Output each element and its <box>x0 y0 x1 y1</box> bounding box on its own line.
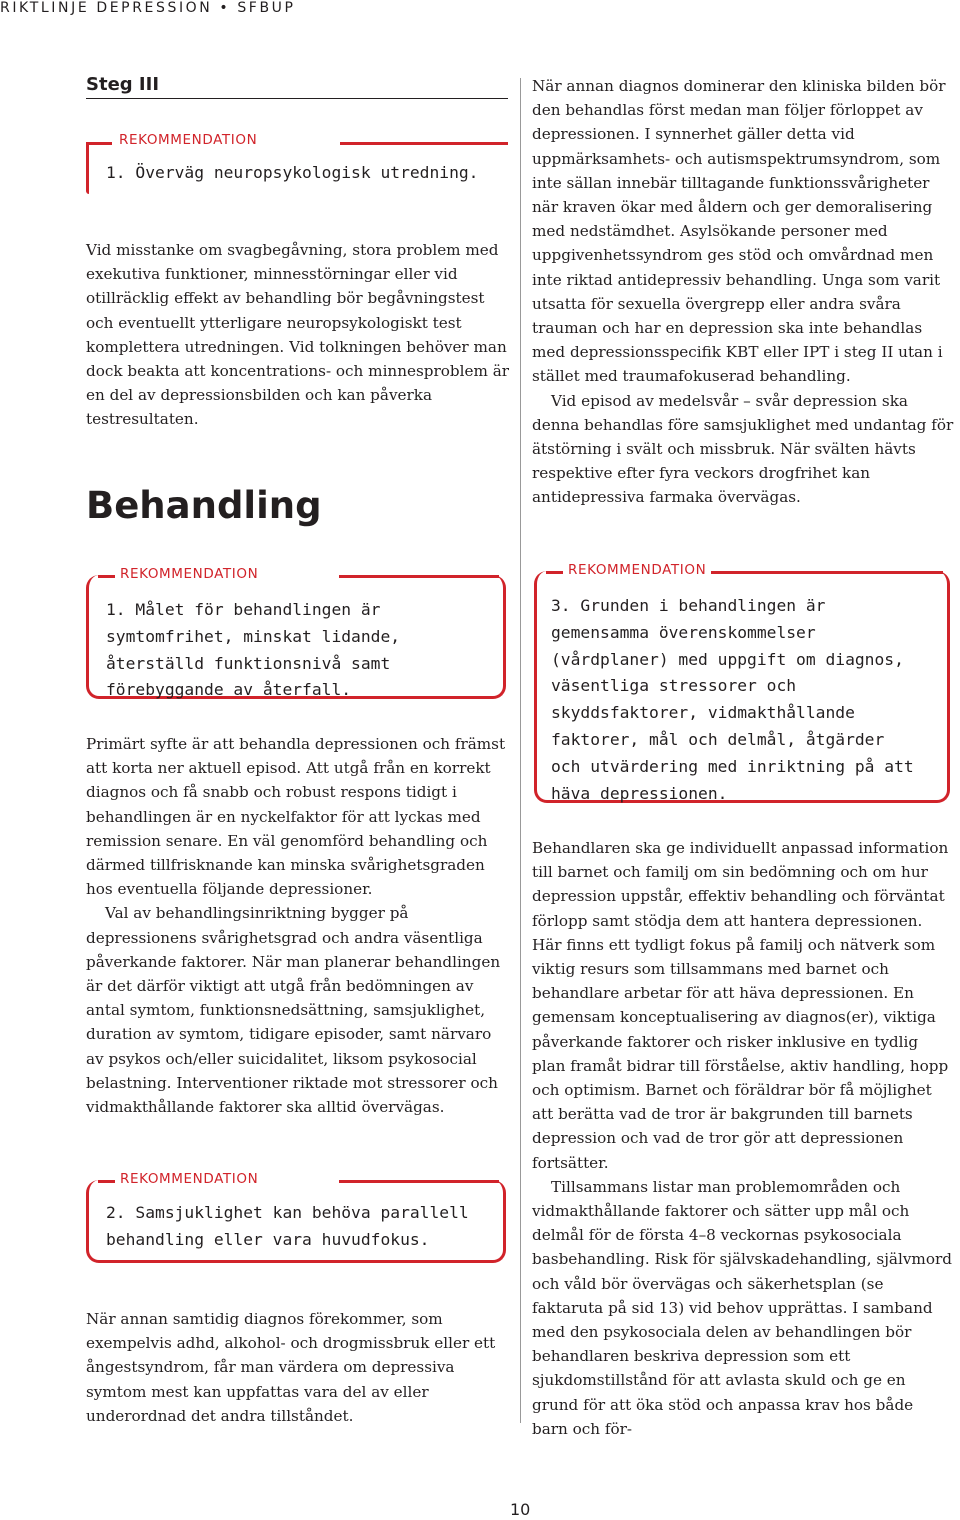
column-divider <box>520 78 521 1423</box>
recommendation-label: REKOMMENDATION <box>115 566 263 582</box>
paragraph-text: Val av behandlingsinriktning bygger på depressionens svårighetsgrad och andra väsentliga påverkande faktorer. När man planerar behandlingen är det därför viktigt att utgå från bedömningen av antal symtom, funktionsnedsättning, samsjuklighet, duration av symtom, tidigare episoder, samt närvaro av psykos och/eller suicidalitet, liksom psykosocial belastning. Interventioner riktade mot stressorer och vidmakthållande faktorer ska alltid övervägas. <box>86 904 501 1117</box>
recommendation-label: REKOMMENDATION <box>115 1171 263 1187</box>
recommendation-text: 1. Målet för behandlingen är symtomfrihet, minskat lidande, återställd funktionsnivå samt förebyggande av återfall. <box>106 600 401 700</box>
paragraph-primary-aim <box>86 732 510 1119</box>
paragraph-neuropsych <box>86 238 510 432</box>
paragraph-text: Primärt syfte är att behandla depressionen och främst att korta ner aktuell episod. Att utgå från en korrekt diagnos och få snabb och robust respons tidigt i behandlingen är en nyckelfaktor för att lyckas med remission senare. En väl genomförd behandling och därmed tillfrisknande kan minska svårighetsgraden hos eventuella följande depressioner. <box>86 735 506 899</box>
recommendation-box-4 <box>534 562 950 803</box>
recommendation-box-2 <box>86 566 506 700</box>
recommendation-text: 3. Grunden i behandlingen är gemensamma överenskommelser (vårdplaner) med uppgift om diagnos, väsentliga stressorer och skyddsfaktorer, vidmakthållande faktorer, mål och delmål, åtgärder och utvärdering med inriktning på att häva depressionen. <box>551 596 914 803</box>
recommendation-box-1 <box>86 128 508 194</box>
step-heading: Steg III <box>86 74 508 99</box>
recommendation-label: REKOMMENDATION <box>563 562 711 578</box>
paragraph-text: När annan diagnos dominerar den kliniska bilden bör den behandlas först medan man följer förloppet av depressionen. I synnerhet gäller detta vid uppmärksamhets- och autismspektrumsyndrom, som inte sällan innebär tilltagande funktionssvårigheter när kraven ökar med åldern och ger demoralisering med nedstämdhet. Asylsökande personer med uppgivenhetssyndrom ges stöd och omvårdnad men inte riktad antidepressiv behandling. Unga som varit utsatta för sexuella övergrepp eller andra svåra trauman och har en depression ska inte behandlas med depressionsspecifik KBT eller IPT i steg II utan i stället med traumafokuserad behandling. <box>532 77 946 386</box>
paragraph-text: Behandlaren ska ge individuellt anpassad information till barnet och familj om sin bedömning och om hur depression uppstår, effektiv behandling och förväntat förlopp samt stödja dem att hantera depressionen. Här finns ett tydligt fokus på familj och nätverk som viktig resurs som tillsammans med barnet och behandlare arbetar för att häva depressionen. En gemensam konceptualisering av diagnos(er), viktiga påverkande faktorer och risker inklusive en tydlig plan framåt bidrar till förståelse, aktiv handling, hopp och optimism. Barnet och föräldrar bör få möjlighet att berätta vad de tror är bakgrunden till barnets depression och vad de tror gör att depressionen fortsätter. <box>532 839 949 1172</box>
paragraph-other-diagnosis <box>532 74 956 510</box>
recommendation-box-3 <box>86 1171 506 1263</box>
paragraph-comorbidity <box>86 1307 510 1428</box>
page-number: 10 <box>510 1500 531 1519</box>
paragraph-text: Tillsammans listar man problemområden och vidmakthållande faktorer och sätter upp mål och delmål för de första 4–8 veckornas psykosociala basbehandling. Risk för självskadehandling, självmord och våld bör övervägas och säkerhetsplan (se faktaruta på sid 13) vid behov upprättas. I samband med den psykosociala delen av behandlingen bör behandlaren beskriva depression som ett sjukdomstillstånd för att avlasta skuld och ge en grund för att öka stöd och anpassa krav hos både barn och för- <box>532 1177 952 1438</box>
section-title: Behandling <box>86 484 322 527</box>
recommendation-label: REKOMMENDATION <box>114 132 262 148</box>
paragraph-text: När annan samtidig diagnos förekommer, som exempelvis adhd, alkohol- och drogmissbruk eller ett ångestsyndrom, får man värdera om depressiva symtom mest kan uppfattas vara del av eller underordnad det andra tillståndet. <box>86 1310 496 1425</box>
running-header: RIKTLINJE DEPRESSION • SFBUP <box>0 0 296 16</box>
paragraph-text: Vid episod av medelsvår – svår depression ska denna behandlas före samsjuklighet med undantag för ätstörning i svält och missbruk. När svälten hävts respektive efter fyra veckors drogfrihet kan antidepressiva farmaka övervägas. <box>532 391 954 507</box>
paragraph-text: Vid misstanke om svagbegåvning, stora problem med exekutiva funktioner, minnesstörningar eller vid otillräcklig effekt av behandling bör begåvningstest och eventuellt ytterligare neuropsykologiskt test komplettera utredningen. Vid tolkningen behöver man dock beakta att koncentrations- och minnesproblem är en del av depressionsbilden och kan påverka testresultaten. <box>86 241 510 429</box>
paragraph-information <box>532 836 952 1441</box>
recommendation-text: 1. Överväg neuropsykologisk utredning. <box>106 163 479 182</box>
recommendation-text: 2. Samsjuklighet kan behöva parallell behandling eller vara huvudfokus. <box>106 1203 469 1249</box>
